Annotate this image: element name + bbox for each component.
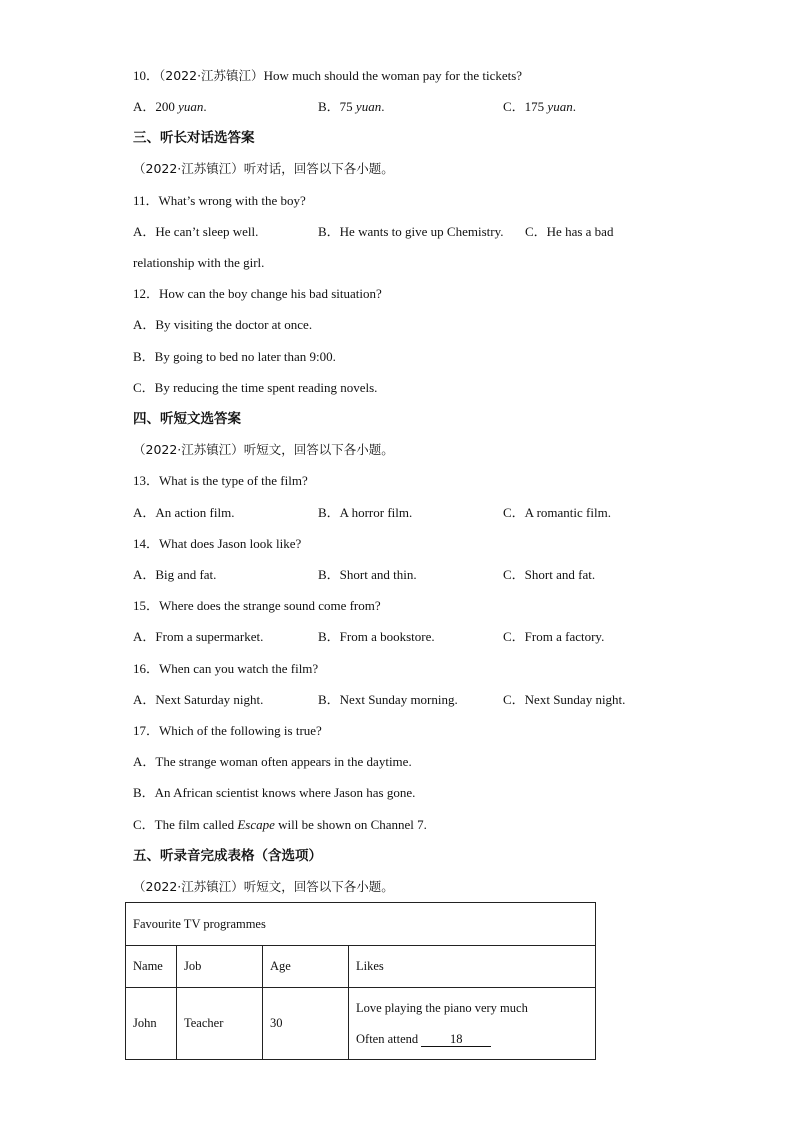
q11-option-c: C．He has a bad <box>525 224 614 239</box>
section-4-intro: （2022·江苏镇江）听短文，回答以下各小题。 <box>133 442 394 457</box>
question-16-stem: 16．When can you watch the film? <box>133 661 319 676</box>
question-17-stem: 17．Which of the following is true? <box>133 723 322 738</box>
question-10-stem <box>133 67 522 85</box>
q10-option-c: C．175 yuan. <box>503 99 576 114</box>
cell-age: 30 <box>263 988 349 1060</box>
film-title: Escape <box>237 817 275 832</box>
header-likes: Likes <box>349 946 596 988</box>
q16-option-b: B．Next Sunday morning. <box>318 692 458 707</box>
section-4-heading: 四、听短文选答案 <box>133 411 241 427</box>
question-source: （2022·江苏镇江） <box>159 68 264 83</box>
q15-option-a: A．From a supermarket. <box>133 629 264 644</box>
q14-option-a: A．Big and fat. <box>133 567 217 582</box>
q12-option-a: A．By visiting the doctor at once. <box>133 317 313 332</box>
q15-option-b: B．From a bookstore. <box>318 629 435 644</box>
likes-line-2: Often attend 18 <box>356 1030 588 1048</box>
header-age: Age <box>263 946 349 988</box>
cell-job: Teacher <box>177 988 263 1060</box>
question-13-stem: 13．What is the type of the film? <box>133 473 308 488</box>
q10-option-a: A．200 yuan. <box>133 99 207 114</box>
cell-likes <box>349 988 596 1060</box>
section-5-intro: （2022·江苏镇江）听短文，回答以下各小题。 <box>133 879 394 894</box>
question-text: How much should the woman pay for the tickets? <box>263 68 523 83</box>
q16-option-c: C．Next Sunday night. <box>503 692 626 707</box>
q12-option-c: C．By reducing the time spent reading novels. <box>133 380 378 395</box>
tv-programmes-table <box>125 902 596 1060</box>
section-5-heading: 五、听录音完成表格（含选项） <box>133 848 322 864</box>
q11-option-b: B．He wants to give up Chemistry. <box>318 224 504 239</box>
question-number: 10． <box>133 68 160 83</box>
q10-option-b: B．75 yuan. <box>318 99 385 114</box>
q14-option-b: B．Short and thin. <box>318 567 417 582</box>
section-3-heading: 三、听长对话选答案 <box>133 130 255 146</box>
table-row <box>126 988 596 1060</box>
question-15-stem: 15．Where does the strange sound come from? <box>133 598 381 613</box>
likes-line-1: Love playing the piano very much <box>356 1001 528 1015</box>
cell-name: John <box>126 988 177 1060</box>
section-3-intro: （2022·江苏镇江）听对话，回答以下各小题。 <box>133 161 394 176</box>
q17-option-a: A．The strange woman often appears in the daytime. <box>133 754 412 769</box>
q17-option-b: B．An African scientist knows where Jason has gone. <box>133 785 416 800</box>
table-header-row <box>126 946 596 988</box>
table-title-row <box>126 903 596 946</box>
q16-option-a: A．Next Saturday night. <box>133 692 264 707</box>
q13-option-c: C．A romantic film. <box>503 505 611 520</box>
q17-option-c: C．The film called Escape will be shown on Channel 7. <box>133 817 427 832</box>
q11-option-a: A．He can’t sleep well. <box>133 224 259 239</box>
table-title: Favourite TV programmes <box>126 903 596 946</box>
question-14-stem: 14．What does Jason look like? <box>133 536 302 551</box>
q13-option-a: A．An action film. <box>133 505 235 520</box>
q11-option-c-continued: relationship with the girl. <box>133 255 265 270</box>
header-job: Job <box>177 946 263 988</box>
q13-option-b: B．A horror film. <box>318 505 413 520</box>
question-12-stem: 12．How can the boy change his bad situation? <box>133 286 382 301</box>
q15-option-c: C．From a factory. <box>503 629 605 644</box>
answer-blank-18[interactable]: 18 <box>421 1032 491 1047</box>
question-11-stem: 11．What’s wrong with the boy? <box>133 193 306 208</box>
header-name: Name <box>126 946 177 988</box>
q12-option-b: B．By going to bed no later than 9:00. <box>133 349 336 364</box>
q14-option-c: C．Short and fat. <box>503 567 596 582</box>
